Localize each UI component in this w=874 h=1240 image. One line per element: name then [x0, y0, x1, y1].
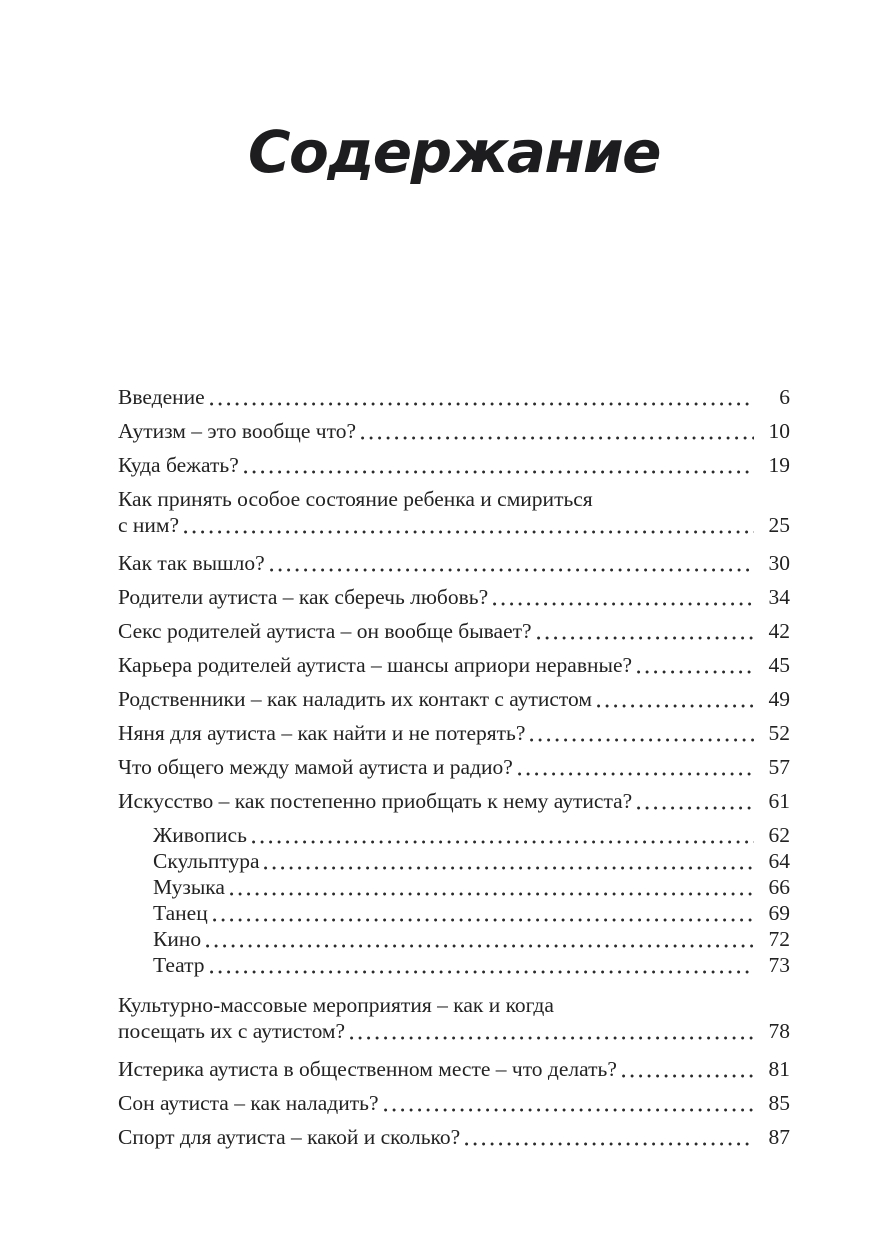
toc-entry-row	[118, 652, 790, 678]
toc-entry	[153, 822, 790, 848]
toc-entry	[118, 550, 790, 576]
toc-entry	[118, 686, 790, 712]
dot-leader	[460, 1124, 756, 1150]
toc-entry	[118, 418, 790, 444]
dot-leader	[592, 686, 756, 712]
page-title: Содержание	[247, 118, 660, 186]
toc-entry-page-number: 81	[768, 1056, 790, 1081]
toc-entry-row	[118, 550, 790, 576]
toc-entry	[153, 848, 790, 874]
toc-entry-page-number: 78	[768, 1018, 790, 1043]
toc-entry-title: с ним?	[118, 512, 180, 537]
toc-entry-row	[118, 452, 790, 478]
toc-entry-page-number: 73	[768, 952, 790, 977]
toc-entry	[153, 952, 790, 978]
toc-entry-page-number: 6	[779, 384, 790, 409]
toc-entry-row	[118, 512, 790, 538]
toc-entry-row	[153, 822, 790, 848]
toc-entry-title: Няня для аутиста – как найти и не потерять?	[118, 720, 526, 745]
toc-entry-row	[118, 1056, 790, 1082]
toc-entry-title: Родители аутиста – как сберечь любовь?	[118, 584, 489, 609]
toc-entry	[118, 992, 790, 1044]
toc-entry-title: Куда бежать?	[118, 452, 239, 477]
toc-entry	[118, 486, 790, 538]
toc-entry-line: Как принять особое состояние ребенка и смириться	[118, 486, 593, 511]
dot-leader	[208, 900, 756, 926]
dot-leader	[205, 384, 756, 410]
toc-entry-title: Живопись	[153, 822, 247, 847]
toc-entry-line: Культурно-массовые мероприятия – как и когда	[118, 992, 554, 1017]
toc-entry-page-number: 45	[768, 652, 790, 677]
toc-entry-title: Танец	[153, 900, 208, 925]
dot-leader	[632, 788, 756, 814]
toc-entry	[118, 618, 790, 644]
toc-entry-page-number: 64	[768, 848, 790, 873]
dot-leader	[379, 1090, 757, 1116]
toc-entry-title: Секс родителей аутиста – он вообще бывает?	[118, 618, 532, 643]
toc-entry-row	[118, 1124, 790, 1150]
toc-entry	[118, 1090, 790, 1116]
toc-entry-row	[118, 1018, 790, 1044]
toc-entry-row	[153, 900, 790, 926]
dot-leader	[525, 720, 756, 746]
dot-leader	[513, 754, 756, 780]
toc-entry-title: Театр	[153, 952, 205, 977]
toc-entry-row	[118, 788, 790, 814]
toc-entry-page-number: 57	[768, 754, 790, 779]
toc-entry-page-number: 66	[768, 874, 790, 899]
toc-entry	[118, 384, 790, 410]
toc-entry-title: Родственники – как наладить их контакт с аутистом	[118, 686, 592, 711]
toc-entry-page-number: 19	[768, 452, 790, 477]
toc-entry-title: Искусство – как постепенно приобщать к нему аутиста?	[118, 788, 633, 813]
dot-leader	[247, 822, 756, 848]
toc-entry-page-number: 25	[768, 512, 790, 537]
toc-entry-page-number: 34	[768, 584, 790, 609]
dot-leader	[179, 512, 756, 538]
toc-entry-title: Как так вышло?	[118, 550, 265, 575]
toc-entry-row	[118, 686, 790, 712]
dot-leader	[356, 418, 756, 444]
toc-entry-row	[118, 1090, 790, 1116]
dot-leader	[265, 550, 756, 576]
toc-entry	[118, 1056, 790, 1082]
toc-entry-row	[118, 720, 790, 746]
toc-entry-row	[153, 926, 790, 952]
table-of-contents	[118, 384, 790, 1150]
toc-entry-row	[118, 618, 790, 644]
toc-entry-row	[153, 848, 790, 874]
toc-entry	[118, 652, 790, 678]
toc-entry-row	[153, 952, 790, 978]
toc-entry	[153, 900, 790, 926]
toc-entry-page-number: 62	[768, 822, 790, 847]
toc-entry-page-number: 30	[768, 550, 790, 575]
toc-entry-title: Скульптура	[153, 848, 260, 873]
toc-entry-title: посещать их с аутистом?	[118, 1018, 346, 1043]
toc-entry-page-number: 69	[768, 900, 790, 925]
dot-leader	[259, 848, 756, 874]
toc-entry-title: Что общего между мамой аутиста и радио?	[118, 754, 513, 779]
toc-entry-wrapped-lines	[118, 486, 790, 512]
toc-entry-wrapped-lines	[118, 992, 790, 1018]
toc-entry-page-number: 49	[768, 686, 790, 711]
toc-entry-title: Спорт для аутиста – какой и сколько?	[118, 1124, 461, 1149]
toc-entry	[118, 584, 790, 610]
dot-leader	[201, 926, 756, 952]
toc-entry-title: Истерика аутиста в общественном месте – что делать?	[118, 1056, 617, 1081]
toc-entry-row	[118, 384, 790, 410]
dot-leader	[617, 1056, 756, 1082]
toc-entry-row	[118, 418, 790, 444]
toc-entry	[153, 926, 790, 952]
toc-entry	[118, 754, 790, 780]
dot-leader	[532, 618, 756, 644]
toc-entry-row	[118, 584, 790, 610]
toc-entry	[153, 874, 790, 900]
toc-entry-page-number: 72	[768, 926, 790, 951]
toc-entry-page-number: 85	[768, 1090, 790, 1115]
toc-entry-page-number: 10	[768, 418, 790, 443]
dot-leader	[488, 584, 756, 610]
toc-entry	[118, 1124, 790, 1150]
dot-leader	[225, 874, 756, 900]
toc-entry-page-number: 87	[768, 1124, 790, 1149]
dot-leader	[205, 952, 756, 978]
dot-leader	[632, 652, 756, 678]
dot-leader	[345, 1018, 756, 1044]
toc-entry-page-number: 42	[768, 618, 790, 643]
toc-entry-row	[153, 874, 790, 900]
toc-entry-title: Введение	[118, 384, 205, 409]
toc-entry-title: Кино	[153, 926, 202, 951]
toc-entry	[118, 720, 790, 746]
toc-entry-row	[118, 754, 790, 780]
toc-entry-title: Карьера родителей аутиста – шансы априори неравные?	[118, 652, 633, 677]
toc-entry	[118, 452, 790, 478]
toc-entry-page-number: 52	[768, 720, 790, 745]
toc-entry-page-number: 61	[768, 788, 790, 813]
toc-entry-title: Музыка	[153, 874, 225, 899]
toc-entry	[118, 788, 790, 814]
dot-leader	[239, 452, 756, 478]
toc-entry-title: Сон аутиста – как наладить?	[118, 1090, 379, 1115]
toc-entry-title: Аутизм – это вообще что?	[118, 418, 357, 443]
